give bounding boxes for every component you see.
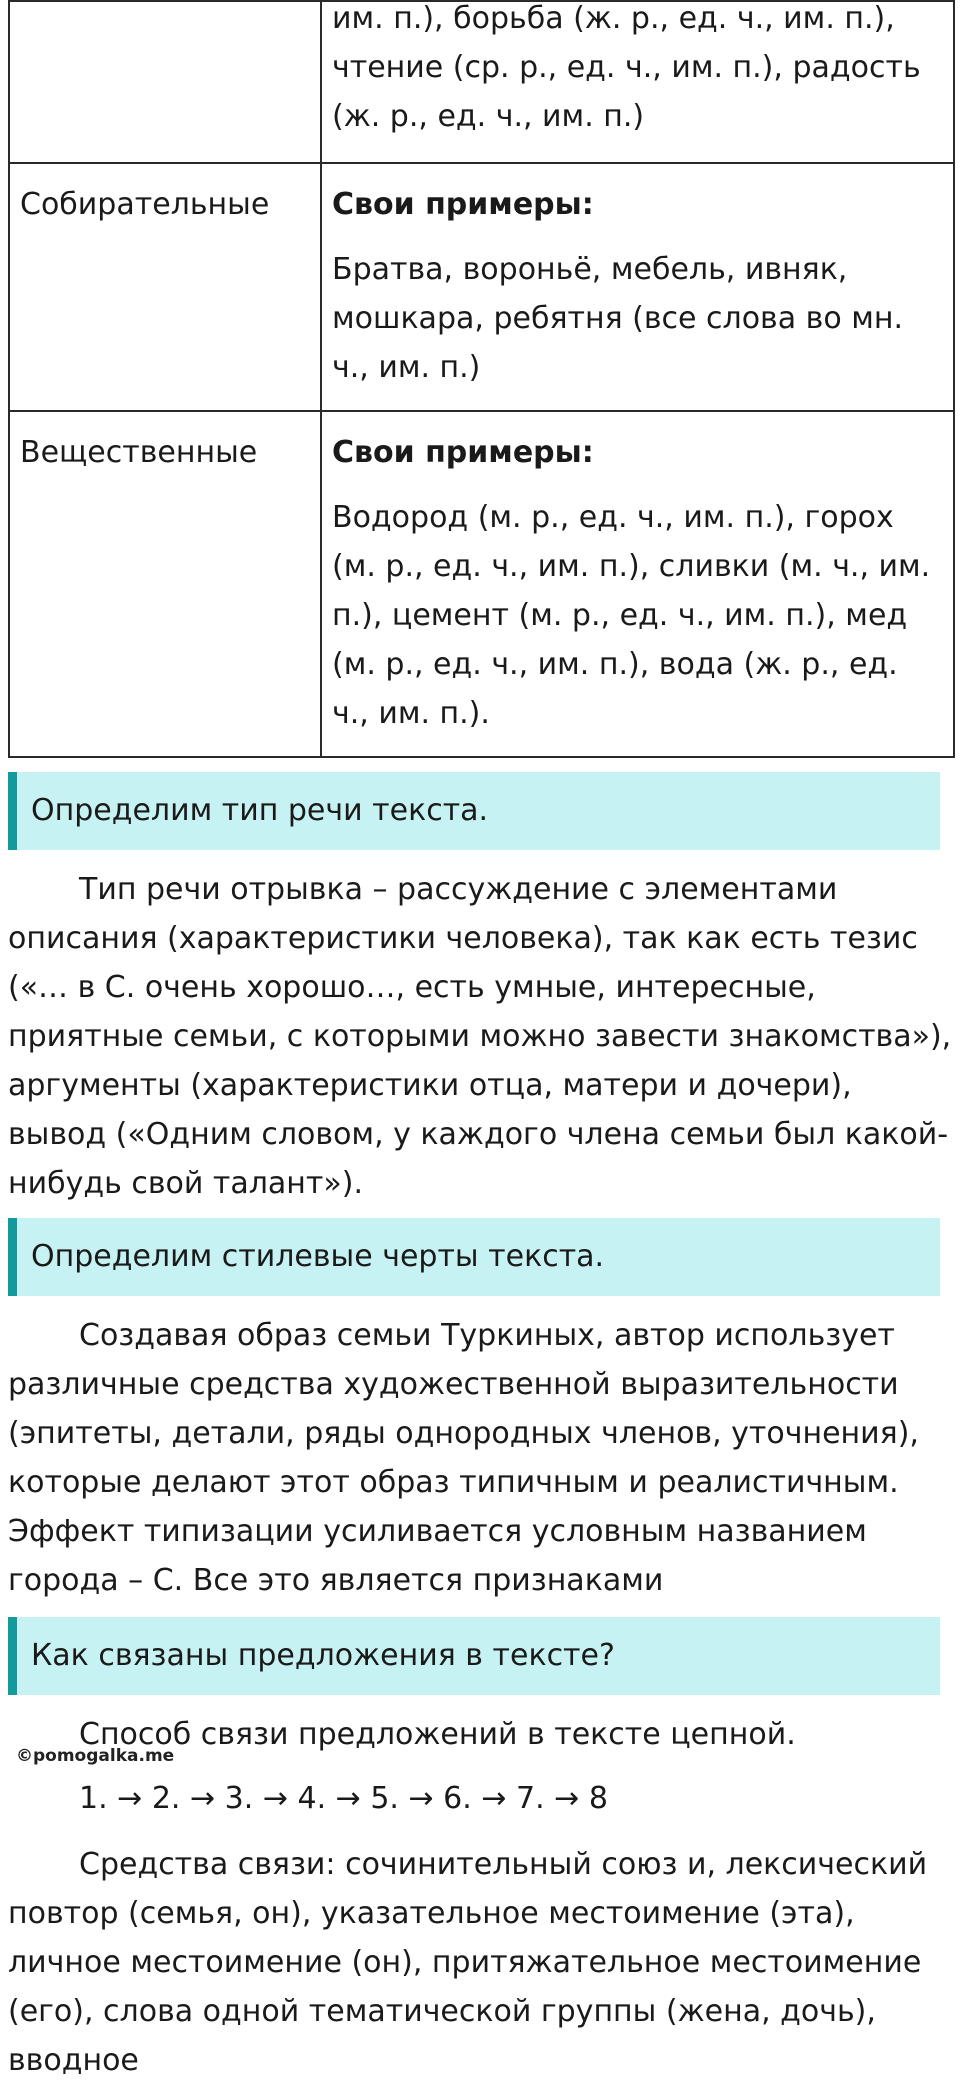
- examples-text: Водород (м. р., ед. ч., им. п.), горох (м. р., ед. ч., им. п.), сливки (м. ч., им. п.), цемент (м. р., ед. ч., им. п.), мед (м. р., ед. ч., им. п.), вода (ж. р., ед. ч., им. п.).: [332, 500, 931, 731]
- examples-heading: Свои примеры:: [332, 187, 594, 222]
- table-cell-category: Вещественные: [9, 411, 321, 757]
- table-row: [9, 1, 954, 163]
- examples-text: Братва, вороньё, мебель, ивняк, мошкара, ребятня (все слова во мн. ч., им. п.): [332, 252, 904, 385]
- watermark: ©pomogalka.me: [16, 1746, 175, 1766]
- link-means-paragraph: Средства связи: сочинительный союз и, лексический повтор (семья, он), указательное местоимение (эта), личное местоимение (он), притяжательное местоимение (его), слова одной тематической группы (жена, дочь), вводное: [8, 1847, 928, 2078]
- table-cell-category: Собирательные: [9, 163, 321, 411]
- table-cell-examples: [321, 1, 954, 163]
- section-header-speech-type: Определим тип речи текста.: [8, 772, 940, 850]
- table-cell-category: [9, 1, 321, 163]
- table-row: [9, 411, 954, 757]
- noun-categories-table: [8, 0, 955, 758]
- table-cell-examples: [321, 411, 954, 757]
- section-header-sentence-links: Как связаны предложения в тексте?: [8, 1617, 940, 1695]
- section-header-style: Определим стилевые черты текста.: [8, 1218, 940, 1296]
- sentence-chain: 1. → 2. → 3. → 4. → 5. → 6. → 7. → 8: [79, 1781, 608, 1816]
- examples-text: им. п.), борьба (ж. р., ед. ч., им. п.), чтение (ср. р., ед. ч., им. п.), радость (ж. р., ед. ч., им. п.): [332, 1, 921, 134]
- speech-type-paragraph: Тип речи отрывка – рассуждение с элементами описания (характеристики человека), так как есть тезис («… в С. очень хорошо…, есть умные, интересные, приятные семьи, с которыми можно завести знакомства»), аргументы (характеристики отца, матери и дочери), вывод («Одним словом, у каждого члена семьи был какой-нибудь свой талант»).: [8, 872, 952, 1201]
- examples-heading: Свои примеры:: [332, 435, 594, 470]
- style-paragraph: Создавая образ семьи Туркиных, автор использует различные средства художественной выразительности (эпитеты, детали, ряды однородных членов, уточнения), которые делают этот образ типичным и реалистичным. Эффект типизации усиливается условным названием города – С. Все это является признаками: [8, 1318, 919, 1598]
- table-row: [9, 163, 954, 411]
- table-cell-examples: [321, 163, 954, 411]
- link-method-paragraph: Способ связи предложений в тексте цепной.: [79, 1717, 796, 1752]
